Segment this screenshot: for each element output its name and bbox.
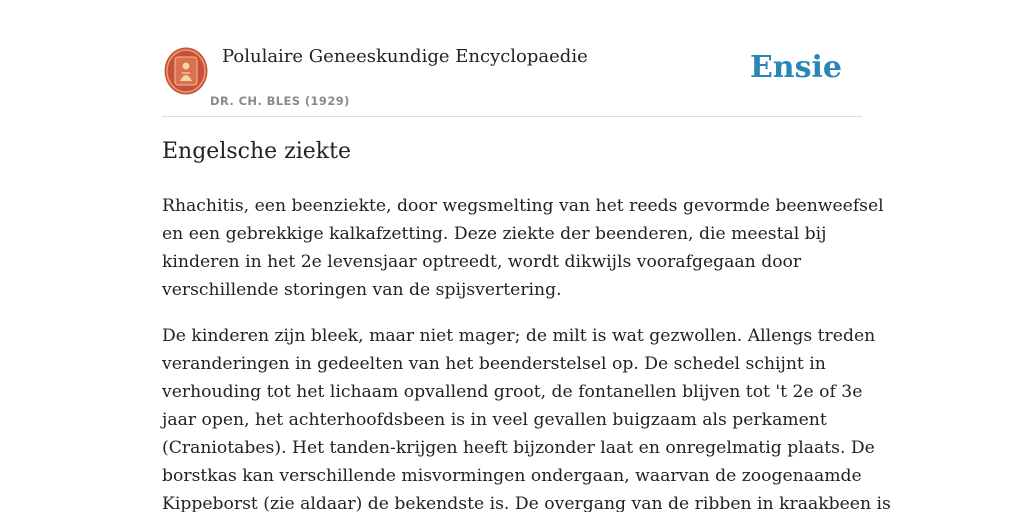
book-cover-icon[interactable]	[164, 47, 208, 95]
text-line: veranderingen in gedeelten van het beenderstelsel op. De schedel schijnt in	[162, 354, 826, 374]
text-line: (Craniotabes). Het tanden-krijgen heeft bijzonder laat en onregelmatig plaats. De	[162, 438, 875, 458]
text-line: De kinderen zijn bleek, maar niet mager; de milt is wat gezwollen. Allengs treden	[162, 326, 876, 346]
text-line: Rhachitis, een beenziekte, door wegsmelting van het reeds gevormde beenweefsel	[162, 196, 884, 216]
paragraph	[162, 192, 884, 304]
text-line: verhouding tot het lichaam opvallend groot, de fontanellen blijven tot 't 2e of 3e	[162, 382, 863, 402]
site-header	[162, 40, 862, 117]
author-label: DR. CH. BLES (1929)	[210, 94, 350, 108]
article-title: Engelsche ziekte	[162, 139, 351, 164]
article-body	[162, 192, 891, 512]
text-line: jaar open, het achterhoofdsbeen is in veel gevallen buigzaam als perkament	[162, 410, 827, 430]
text-line: en een gebrekkige kalkafzetting. Deze ziekte der beenderen, die meestal bij	[162, 224, 827, 244]
paragraph	[162, 322, 891, 512]
text-line: verschillende storingen van de spijsvertering.	[162, 280, 562, 300]
text-line: kinderen in het 2e levensjaar optreedt, wordt dikwijls voorafgegaan door	[162, 252, 802, 272]
text-line: borstkas kan verschillende misvormingen ondergaan, waarvan de zoogenaamde	[162, 466, 862, 486]
text-line: Kippeborst (zie aldaar) de bekendste is. De overgang van de ribben in kraakbeen is	[162, 494, 891, 512]
ensie-logo[interactable]: Ensie	[749, 50, 842, 85]
book-title-link[interactable]: Polulaire Geneeskundige Encyclopaedie	[222, 46, 588, 67]
